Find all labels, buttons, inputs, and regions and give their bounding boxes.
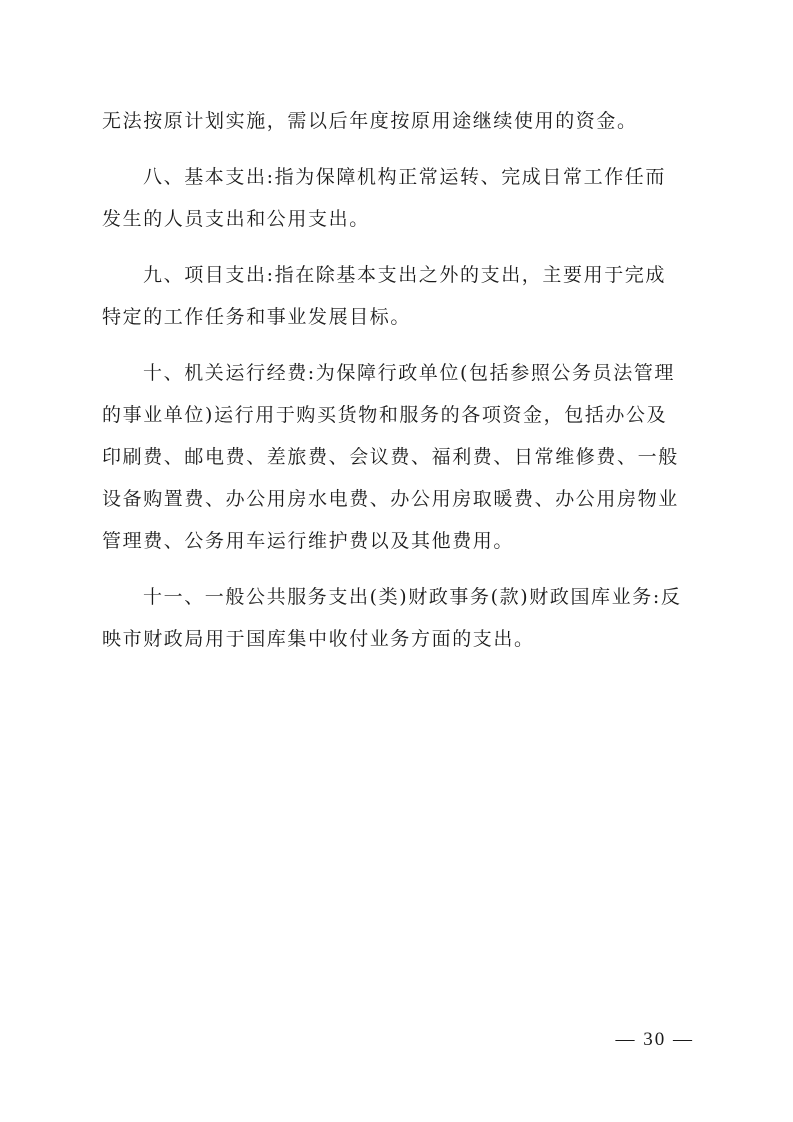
paragraph-gap: [102, 240, 694, 254]
paragraph-gap: [102, 142, 694, 156]
text-line: 特定的工作任务和事业发展目标。: [102, 306, 412, 328]
text-line: 的事业单位)运行用于购买货物和服务的各项资金，包括办公及: [102, 404, 668, 426]
text-line: 十一、一般公共服务支出(类)财政事务(款)财政国库业务:反: [143, 586, 682, 608]
text-line: 映市财政局用于国库集中收付业务方面的支出。: [102, 628, 535, 650]
text-line: 十、机关运行经费:为保障行政单位(包括参照公务员法管理: [143, 362, 676, 384]
text-line: 八、基本支出:指为保障机构正常运转、完成日常工作任而: [143, 166, 667, 188]
document-body: [102, 100, 694, 660]
text-line: 印刷费、邮电费、差旅费、会议费、福利费、日常维修费、一般: [102, 446, 679, 468]
text-line: 设备购置费、办公用房水电费、办公用房取暖费、办公用房物业: [102, 488, 679, 510]
paragraph-gap: [102, 562, 694, 576]
page-number: — 30 —: [615, 1029, 694, 1050]
paragraph-gap: [102, 338, 694, 352]
text-line: 无法按原计划实施，需以后年度按原用途继续使用的资金。: [102, 110, 638, 132]
text-line: 发生的人员支出和公用支出。: [102, 208, 370, 230]
text-line: 管理费、公务用车运行维护费以及其他费用。: [102, 530, 515, 552]
text-line: 九、项目支出:指在除基本支出之外的支出，主要用于完成: [143, 264, 667, 286]
